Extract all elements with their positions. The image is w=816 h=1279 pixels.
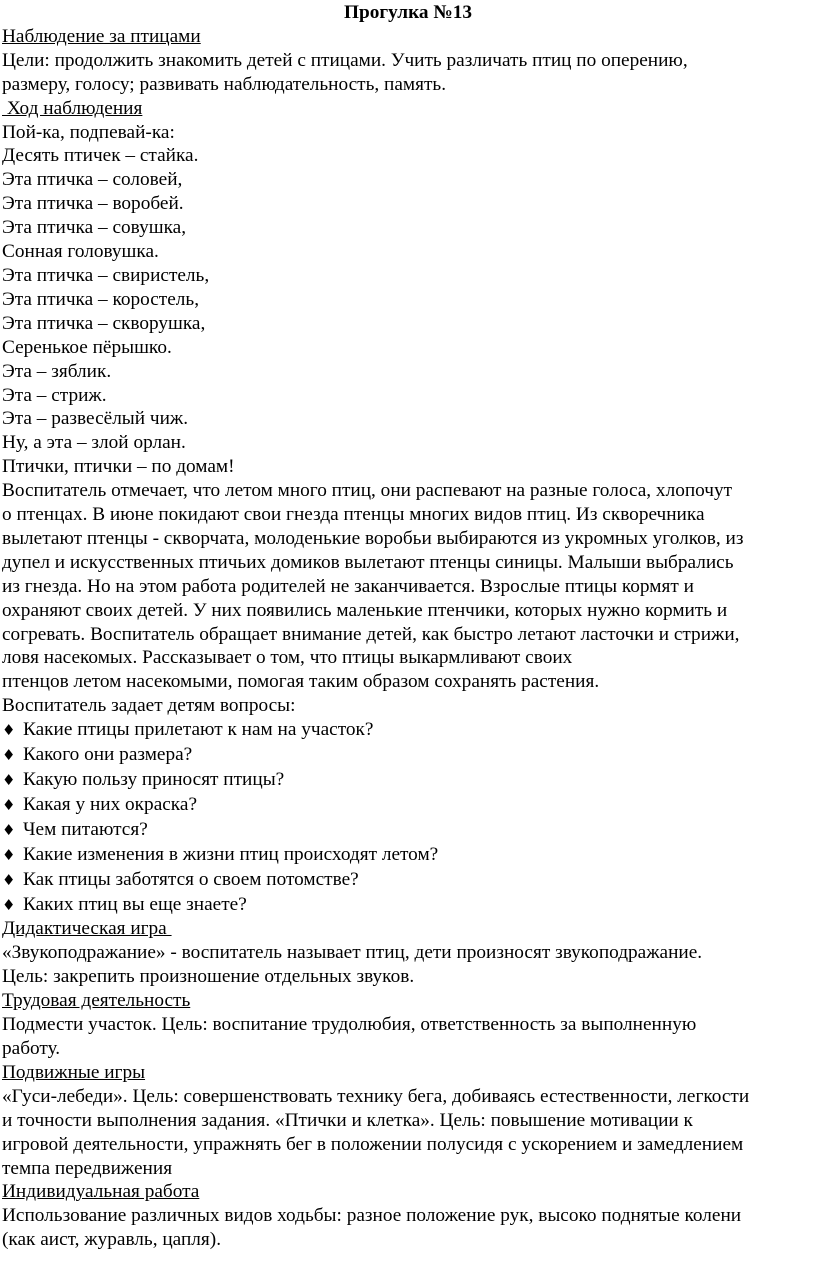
narrative-line: охраняют своих детей. У них появились маленькие птенчики, которых нужно кормить и — [2, 599, 728, 621]
didactic-game-heading: Дидактическая игра — [2, 918, 172, 940]
goal-line-1: Цели: продолжить знакомить детей с птицами. Учить различать птиц по оперению, — [2, 49, 688, 71]
narrative-line: вылетают птенцы - скворчата, молоденькие воробьи выбираются из укромных уголков, из — [2, 527, 744, 549]
list-item — [2, 718, 814, 743]
narrative-line: Воспитатель отмечает, что летом много птиц, они распевают на разные голоса, хлопочут — [2, 480, 733, 502]
diamond-bullet-icon: ♦ — [2, 771, 16, 789]
narrative-line: о птенцах. В июне покидают свои гнезда птенцы многих видов птиц. Из скворечника — [2, 504, 705, 526]
labor-line: Подмести участок. Цель: воспитание трудолюбия, ответственность за выполненную — [2, 1014, 697, 1036]
list-item — [2, 868, 814, 893]
narrative-line: из гнезда. Но на этом работа родителей не заканчивается. Взрослые птицы кормят и — [2, 575, 694, 597]
diamond-bullet-icon: ♦ — [2, 895, 16, 914]
question-text: Чем питаются? — [23, 818, 148, 840]
didactic-game-line: «Звукоподражание» - воспитатель называет птиц, дети произносят звукоподражание. — [2, 942, 703, 964]
poem — [2, 121, 814, 480]
narrative-line: ловя насекомых. Рассказывает о том, что птицы выкармливают своих — [2, 647, 573, 669]
question-text: Какого они размера? — [23, 744, 193, 766]
diamond-bullet-icon: ♦ — [2, 746, 16, 765]
poem-line: Десять птичек – стайка. — [2, 145, 199, 167]
list-item — [2, 743, 814, 768]
narrative — [2, 479, 814, 718]
poem-line: Птички, птички – по домам! — [2, 456, 235, 478]
diamond-bullet-icon: ♦ — [2, 870, 16, 889]
document-title: Прогулка №13 — [343, 2, 473, 23]
poem-line: Эта птичка – совушка, — [2, 217, 187, 239]
goal-line-2: размеру, голосу; развивать наблюдательность, память. — [2, 73, 447, 95]
question-text: Какие птицы прилетают к нам на участок? — [23, 719, 374, 741]
labor-line: работу. — [2, 1037, 61, 1059]
list-item — [2, 768, 814, 793]
individual-work-line: Использование различных видов ходьбы: разное положение рук, высоко поднятые колени — [2, 1205, 742, 1227]
course-heading: Ход наблюдения — [2, 97, 143, 119]
question-text: Какие изменения в жизни птиц происходят летом? — [23, 843, 439, 865]
diamond-bullet-icon: ♦ — [2, 795, 16, 814]
narrative-line: птенцов летом насекомыми, помогая таким образом сохранять растения. — [2, 671, 600, 693]
poem-line: Эта – стриж. — [2, 384, 107, 406]
narrative-line: согревать. Воспитатель обращает внимание детей, как быстро летают ласточки и стрижи, — [2, 623, 740, 645]
poem-line: Эта – зяблик. — [2, 360, 112, 382]
questions-list — [2, 718, 814, 917]
poem-line: Пой-ка, подпевай-ка: — [2, 121, 175, 143]
observation-heading: Наблюдение за птицами — [2, 25, 201, 47]
list-item — [2, 793, 814, 818]
poem-line: Эта птичка – воробей. — [2, 193, 184, 215]
individual-work-heading: Индивидуальная работа — [2, 1181, 200, 1203]
question-text: Как птицы заботятся о своем потомстве? — [23, 868, 359, 890]
didactic-game-line: Цель: закрепить произношение отдельных звуков. — [2, 966, 415, 988]
list-item — [2, 818, 814, 843]
outdoor-games-line: темпа передвижения — [2, 1157, 173, 1179]
poem-line: Эта – развесёлый чиж. — [2, 408, 189, 430]
question-text: Какая у них окраска? — [23, 793, 198, 815]
outdoor-games-line: «Гуси-лебеди». Цель: совершенствовать технику бега, добиваясь естественности, легкости — [2, 1085, 750, 1107]
outdoor-games-line: и точности выполнения задания. «Птички и клетка». Цель: повышение мотивации к — [2, 1109, 693, 1131]
question-text: Каких птиц вы еще знаете? — [23, 893, 247, 915]
labor-heading: Трудовая деятельность — [2, 990, 191, 1012]
list-item — [2, 893, 814, 918]
poem-line: Эта птичка – скворушка, — [2, 312, 206, 334]
list-item — [2, 843, 814, 868]
outdoor-games-line: игровой деятельности, упражнять бег в положении полусидя с ускорением и замедлением — [2, 1133, 744, 1155]
poem-line: Эта птичка – соловей, — [2, 169, 183, 191]
narrative-line: дупел и искусственных птичьих домиков вылетают птенцы синицы. Малыши выбрались — [2, 551, 734, 573]
question-text: Какую пользу приносят птицы? — [23, 769, 285, 790]
poem-line: Ну, а эта – злой орлан. — [2, 432, 186, 454]
diamond-bullet-icon: ♦ — [2, 820, 16, 839]
poem-line: Эта птичка – свиристель, — [2, 264, 210, 286]
diamond-bullet-icon: ♦ — [2, 721, 16, 740]
poem-line: Серенькое пёрышко. — [2, 336, 172, 358]
poem-line: Сонная головушка. — [2, 241, 159, 263]
poem-line: Эта птичка – коростель, — [2, 288, 200, 310]
outdoor-games-heading: Подвижные игры — [2, 1061, 146, 1083]
narrative-line: Воспитатель задает детям вопросы: — [2, 695, 296, 717]
individual-work-line: (как аист, журавль, цапля). — [2, 1229, 222, 1251]
diamond-bullet-icon: ♦ — [2, 845, 16, 864]
